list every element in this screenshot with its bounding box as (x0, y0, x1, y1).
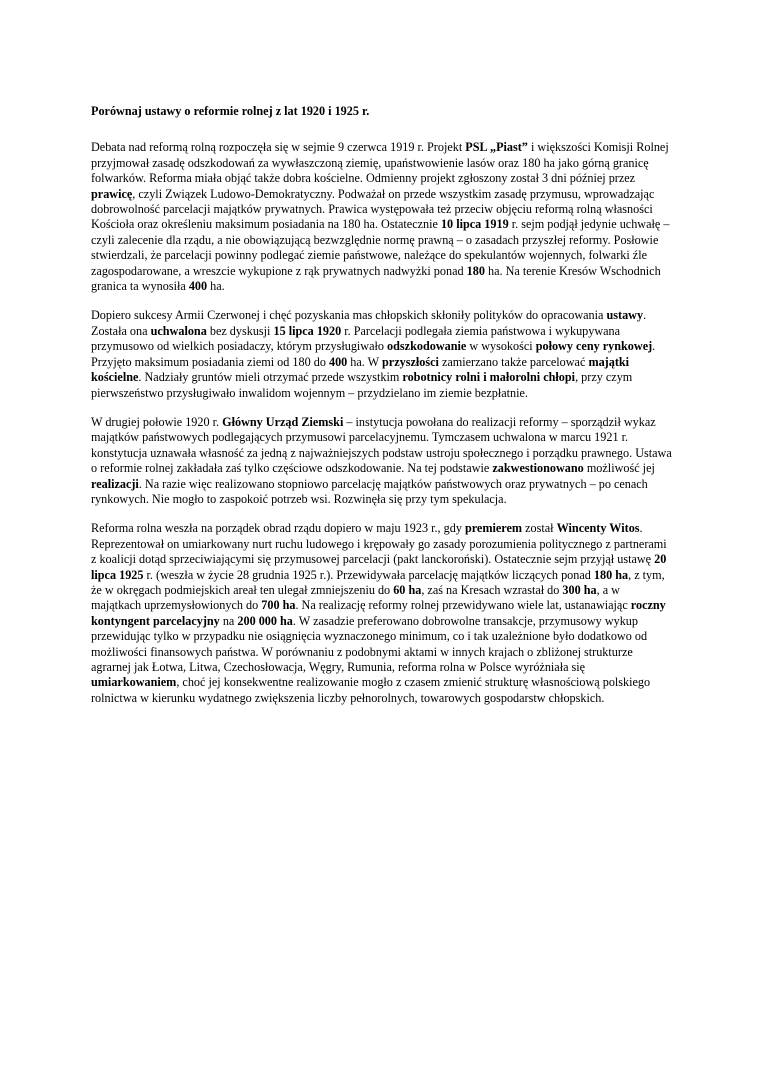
text-run: został (522, 521, 557, 536)
emphasized-text: premierem (464, 521, 523, 536)
document-body (91, 140, 673, 706)
text-run: Reforma rolna weszła na porządek obrad rządu dopiero w maju 1923 r., gdy (91, 521, 465, 536)
text-run: bez dyskusji (206, 323, 274, 338)
emphasized-text: 60 ha (393, 582, 422, 597)
emphasized-text: 180 ha (593, 567, 629, 582)
text-run: r. sejm podjął jedynie uchwałę – czyli zalecenie dla rządu, a nie obowiązującą bezwzględnie normę prawną – o zasadach przyszłej reformy. Posłowie stwierdzali, że parcelacji powinny podlegać ziemie państwowe, należące do spekulantów wojennych, folwarki źle zagospodarowane, a wreszcie wykupione z rąk prywatnych nadwyżki ponad (91, 217, 670, 278)
emphasized-text: majątki kościelne (91, 354, 630, 385)
emphasized-text: przyszłości (382, 354, 439, 369)
text-run: ha. W (347, 354, 383, 369)
paragraph-4 (91, 521, 673, 706)
text-run: i większości Komisji Rolnej przyjmował zasadę odszkodowań za wywłaszczoną ziemię, upaństwowienie lasów oraz 180 ha jako górną granicę folwarków. Reforma miała objąć także dobra kościelne. Odmienny projekt zgłoszony został 3 dni później przez (91, 140, 669, 186)
emphasized-text: 15 lipca 1920 (273, 323, 342, 338)
text-run: . Przyjęto maksimum posiadania ziemi od 180 do (91, 339, 656, 369)
text-run: . Na realizację reformy rolnej przewidywano wiele lat, ustanawiając (295, 598, 631, 613)
text-run: Debata nad reformą rolną rozpoczęła się w sejmie 9 czerwca 1919 r. Projekt (91, 140, 466, 155)
emphasized-text: Główny Urząd Ziemski (222, 414, 344, 429)
emphasized-text: 300 ha (562, 582, 597, 597)
text-run: W drugiej połowie 1920 r. (91, 414, 223, 429)
text-run: . Reprezentował on umiarkowany nurt ruchu ludowego i krępowały go zasady porozumienia politycznego z partnerami z koalicji dotąd sprzeciwiającymi się przymusowej parcelacji (pakt lanckoroński). Ostatecznie sejm przyjął ustawę (91, 521, 667, 567)
paragraph-3 (91, 415, 673, 507)
paragraph-2 (91, 308, 673, 400)
text-run: r. Parcelacji podlegała ziemia państwowa i wykupywana przymusowo od wielkich posiadaczy, którym przysługiwało (91, 323, 621, 354)
document-title: Porównaj ustawy o reformie rolnej z lat 1920 i 1925 r. (91, 104, 370, 118)
emphasized-text: 20 lipca 1925 (91, 552, 667, 582)
text-run: ha. Na terenie Kresów Wschodnich granica ta wynosiła (91, 263, 661, 294)
text-run: r. (weszła w życie 28 grudnia 1925 r.). Przewidywała parcelację majątków liczących ponad (143, 567, 594, 582)
emphasized-text: uchwalona (150, 323, 207, 338)
emphasized-text: połowy ceny rynkowej (535, 339, 653, 354)
text-run: – instytucja powołana do realizacji reformy – sporządził wykaz majątków państwowych podlegających przymusowi parcelacyjnemu. Tymczasem uchwalona w marcu 1921 r. konstytucja uznawała własność za jedną z najważniejszych podstaw ustroju społecznego i porządku prawnego. Ustawa o reformie rolnej zakładała zaś tylko częściowe odszkodowanie. Na tej podstawie (91, 414, 672, 476)
emphasized-text: 400 (188, 279, 208, 294)
emphasized-text: ustawy (606, 308, 644, 323)
text-run: zamierzano także parcelować (438, 354, 589, 369)
emphasized-text: umiarkowaniem (91, 675, 177, 690)
emphasized-text: 400 (328, 354, 348, 369)
text-run: . W zasadzie preferowano dobrowolne transakcje, przymusowy wykup przewidując tylko w przypadku nie osiągnięcia wyznaczonego minimum, co i tak uzależnione było dodatkowo od możliwości finansowych państwa. W porównaniu z podobnymi aktami w innych krajach o zbliżonej strukturze agrarnej jak Łotwa, Litwa, Czechosłowacja, Węgry, Rumunia, reforma rolna w Polsce wyróżniała się (91, 613, 648, 674)
text-run: . Została ona (91, 308, 647, 338)
text-run: w wysokości (466, 339, 536, 354)
emphasized-text: zakwestionowano (492, 461, 584, 476)
emphasized-text: 10 lipca 1919 (440, 217, 509, 232)
emphasized-text: prawicę (91, 186, 133, 201)
text-run: możliwość jej (583, 461, 655, 476)
document-page (91, 104, 673, 720)
text-run: , choć jej konsekwentne realizowanie mogło z czasem zmienić strukturę własnościową polskiego rolnictwa w kierunku wydatnego zwiększenia liczby pełnorolnych, towarowych gospodarstw chłopskich. (91, 675, 651, 705)
text-run: , przy czym pierwszeństwo przysługiwało inwalidom wojennym – przydzielano im ziemie bezpłatnie. (91, 370, 633, 400)
emphasized-text: Wincenty Witos (556, 521, 640, 536)
text-run: . Nadziały gruntów mieli otrzymać przede wszystkim (138, 370, 403, 385)
emphasized-text: PSL „Piast” (465, 140, 528, 155)
emphasized-text: roczny kontyngent parcelacyjny (91, 598, 666, 628)
text-run: , zaś na Kresach wzrastał do (421, 582, 563, 597)
text-run: na (219, 613, 238, 628)
text-run: , z tym, że w okręgach podmiejskich areał ten ulegał zmniejszeniu do (91, 567, 665, 597)
text-run: , a w majątkach uprzemysłowionych do (91, 582, 620, 613)
emphasized-text: realizacji (91, 476, 139, 491)
text-run: ha. (207, 279, 225, 294)
text-run: . Na razie więc realizowano stopniowo parcelację majątków państwowych oraz prywatnych – po cenach rynkowych. Nie mogło to zaspokoić potrzeb wsi. Rozwinęła się przy tym spekulacja. (91, 476, 648, 506)
text-run: Dopiero sukcesy Armii Czerwonej i chęć pozyskania mas chłopskich skłoniły polityków do opracowania (91, 308, 607, 323)
paragraph-1 (91, 140, 673, 294)
emphasized-text: 700 ha (261, 598, 296, 613)
text-run: , czyli Związek Ludowo-Demokratyczny. Podważał on przede wszystkim zasadę przymusu, wprowadzając dobrowolność parcelacji majątków prywatnych. Prawica występowała też przeciw objęciu reformą rolną własności Kościoła oraz określeniu maksimum posiadania na 180 ha. Ostatecznie (91, 186, 655, 232)
emphasized-text: odszkodowanie (387, 339, 467, 354)
emphasized-text: 180 (466, 263, 485, 278)
emphasized-text: 200 000 ha (237, 613, 293, 628)
emphasized-text: robotnicy rolni i małorolni chłopi (402, 370, 576, 385)
